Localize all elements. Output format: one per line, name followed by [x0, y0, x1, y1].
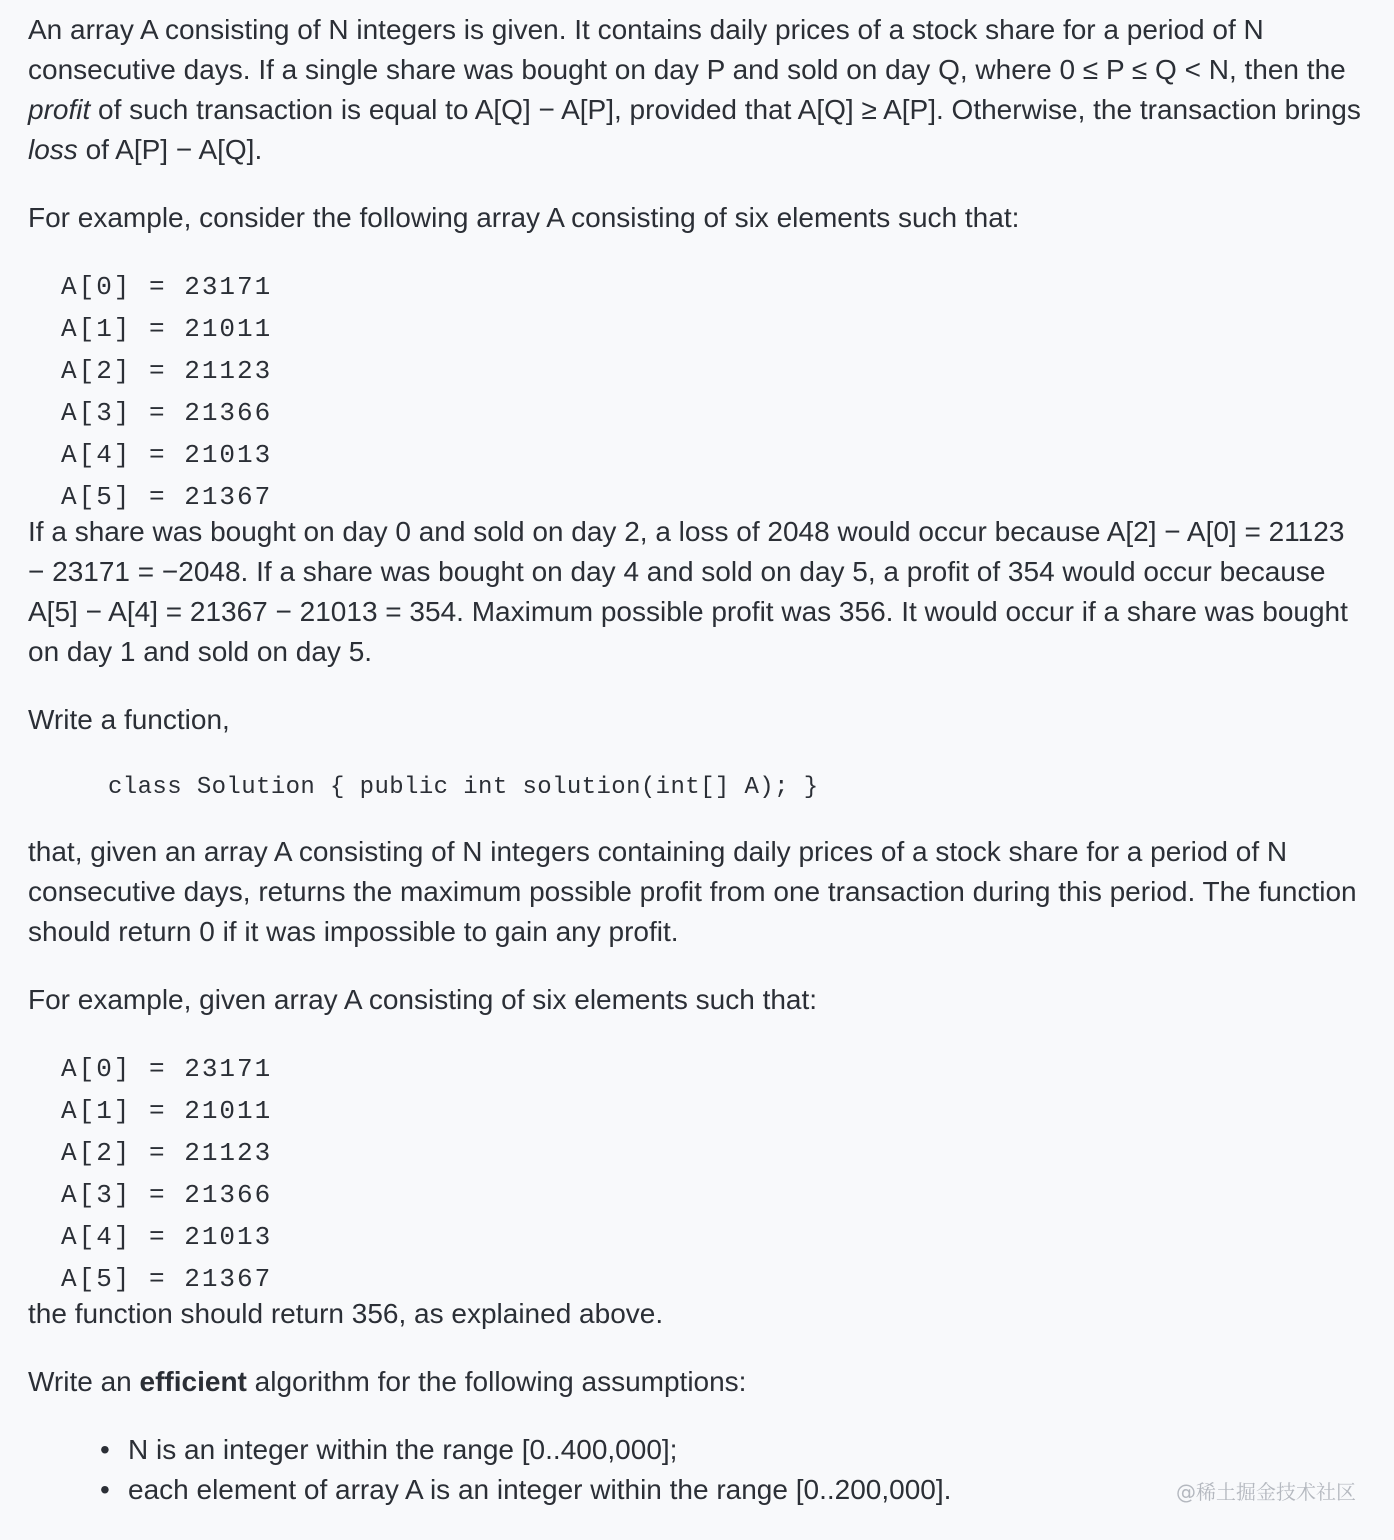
assumptions-text-1: Write an	[28, 1366, 140, 1397]
profit-term: profit	[28, 94, 91, 125]
example2-array	[61, 1048, 1368, 1300]
list-item	[100, 1430, 1368, 1470]
intro-text-2: of such transaction is equal to A[Q] − A[P], provided that A[Q] ≥ A[P]. Otherwise, the transaction brings	[90, 94, 1361, 125]
assumptions-text-2: algorithm for the following assumptions:	[246, 1366, 747, 1397]
bullet-icon: •	[100, 1434, 110, 1465]
watermark: @稀土掘金技术社区	[1176, 1480, 1356, 1504]
array-row: A[1] = 21011	[61, 1096, 273, 1126]
example1-lead: For example, consider the following array A consisting of six elements such that:	[28, 202, 1020, 233]
array-row: A[3] = 21366	[61, 1180, 273, 1210]
array-row: A[2] = 21123	[61, 356, 273, 386]
example1-array	[61, 266, 1368, 518]
assumptions-list	[28, 1430, 1368, 1510]
efficient-term: efficient	[139, 1366, 247, 1397]
array-row: A[2] = 21123	[61, 1138, 273, 1168]
array-row: A[4] = 21013	[61, 1222, 273, 1252]
assumption-text: N is an integer within the range [0..400,000];	[128, 1434, 678, 1465]
intro-paragraph	[28, 10, 1368, 170]
assumption-text: each element of array A is an integer within the range [0..200,000].	[128, 1474, 952, 1505]
function-signature: class Solution { public int solution(int[] A); }	[108, 774, 819, 801]
example1-explanation: If a share was bought on day 0 and sold on day 2, a loss of 2048 would occur because A[2] − A[0] = 21123 − 23171 = −2048. If a share was bought on day 4 and sold on day 5, a profit of 354 would occur because A[5] − A[4] = 21367 − 21013 = 354. Maximum possible profit was 356. It would occur if a share was bought on day 1 and sold on day 5.	[28, 516, 1348, 667]
bullet-icon: •	[100, 1474, 110, 1505]
assumptions-lead	[28, 1362, 1368, 1402]
array-row: A[5] = 21367	[61, 1264, 273, 1294]
function-description: that, given an array A consisting of N integers containing daily prices of a stock share for a period of N consecutive days, returns the maximum possible profit from one transaction during this period. The function should return 0 if it was impossible to gain any profit.	[28, 836, 1357, 947]
function-lead: Write a function,	[28, 704, 230, 735]
array-row: A[5] = 21367	[61, 482, 273, 512]
intro-text-3: of A[P] − A[Q].	[77, 134, 263, 165]
problem-statement	[28, 10, 1368, 1510]
array-row: A[0] = 23171	[61, 1054, 273, 1084]
array-row: A[0] = 23171	[61, 272, 273, 302]
example2-lead: For example, given array A consisting of six elements such that:	[28, 984, 818, 1015]
array-row: A[1] = 21011	[61, 314, 273, 344]
loss-term: loss	[28, 134, 78, 165]
array-row: A[3] = 21366	[61, 398, 273, 428]
example2-result: the function should return 356, as explained above.	[28, 1298, 664, 1329]
array-row: A[4] = 21013	[61, 440, 273, 470]
intro-text-1: An array A consisting of N integers is given. It contains daily prices of a stock share for a period of N consecutive days. If a single share was bought on day P and sold on day Q, where 0 ≤ P ≤ Q < N, then the	[28, 14, 1346, 85]
